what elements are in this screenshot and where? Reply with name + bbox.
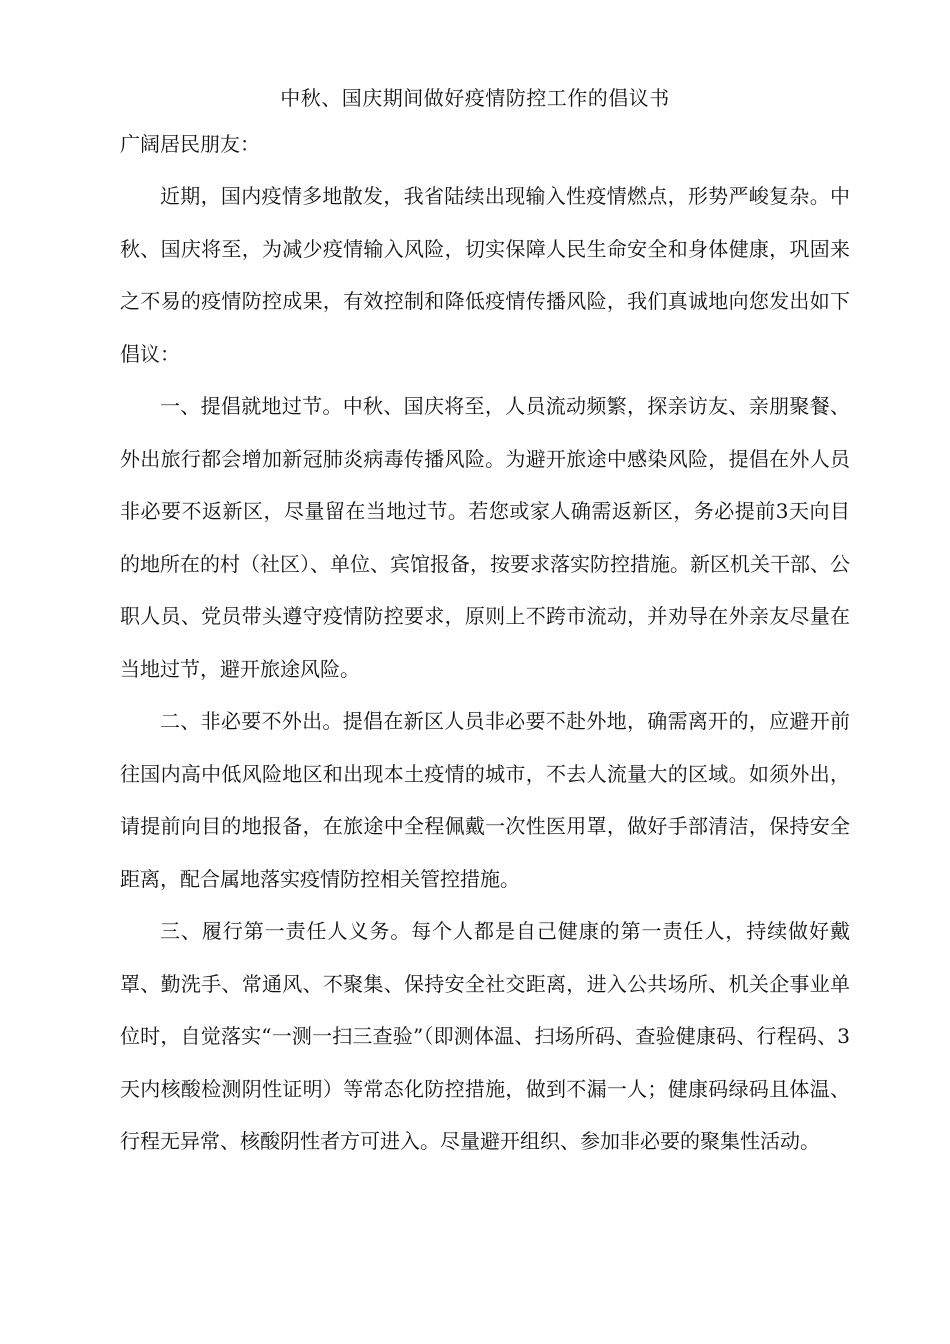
paragraph-2: 二、非必要不外出。提倡在新区人员非必要不赴外地，确需离开的，应避开前往国内高中低风险地区和出现本土疫情的城市，不去人流量大的区域。如须外出，请提前向目的地报备，在旅途中全程佩戴一次性医用罩，做好手部清洁，保持安全距离，配合属地落实疫情防控相关管控措施。 — [120, 709, 850, 891]
paragraph-1: 一、提倡就地过节。中秋、国庆将至，人员流动频繁，探亲访友、亲朋聚餐、外出旅行都会增加新冠肺炎病毒传播风险。为避开旅途中感染风险，提倡在外人员非必要不返新区，尽量留在当地过节。若您或家人确需返新区，务必提前3天向目的地所在的村（社区）、单位、宾馆报备，按要求落实防控措施。新区机关干部、公职人员、党员带头遵守疫情防控要求，原则上不跨市流动，并劝导在外亲友尽量在当地过节，避开旅途风险。 — [120, 394, 850, 681]
document-title: 中秋、国庆期间做好疫情防控工作的倡议书 — [280, 86, 670, 110]
paragraph-3: 三、履行第一责任人义务。每个人都是自己健康的第一责任人，持续做好戴罩、勤洗手、常通风、不聚集、保持安全社交距离，进入公共场所、机关企事业单位时，自觉落实“一测一扫三查验”（即测体温、扫场所码、查验健康码、行程码、3天内核酸检测阴性证明）等常态化防控措施，做到不漏一人；健康码绿码且体温、行程无异常、核酸阴性者方可进入。尽量避开组织、参加非必要的聚集性活动。 — [120, 919, 850, 1153]
document-body — [120, 170, 850, 1168]
paragraph-intro: 近期，国内疫情多地散发，我省陆续出现输入性疫情燃点，形势严峻复杂。中秋、国庆将至，为减少疫情输入风险，切实保障人民生命安全和身体健康，巩固来之不易的疫情防控成果，有效控制和降低疫情传播风险，我们真诚地向您发出如下倡议： — [120, 184, 850, 366]
salutation: 广阔居民朋友： — [120, 132, 260, 156]
